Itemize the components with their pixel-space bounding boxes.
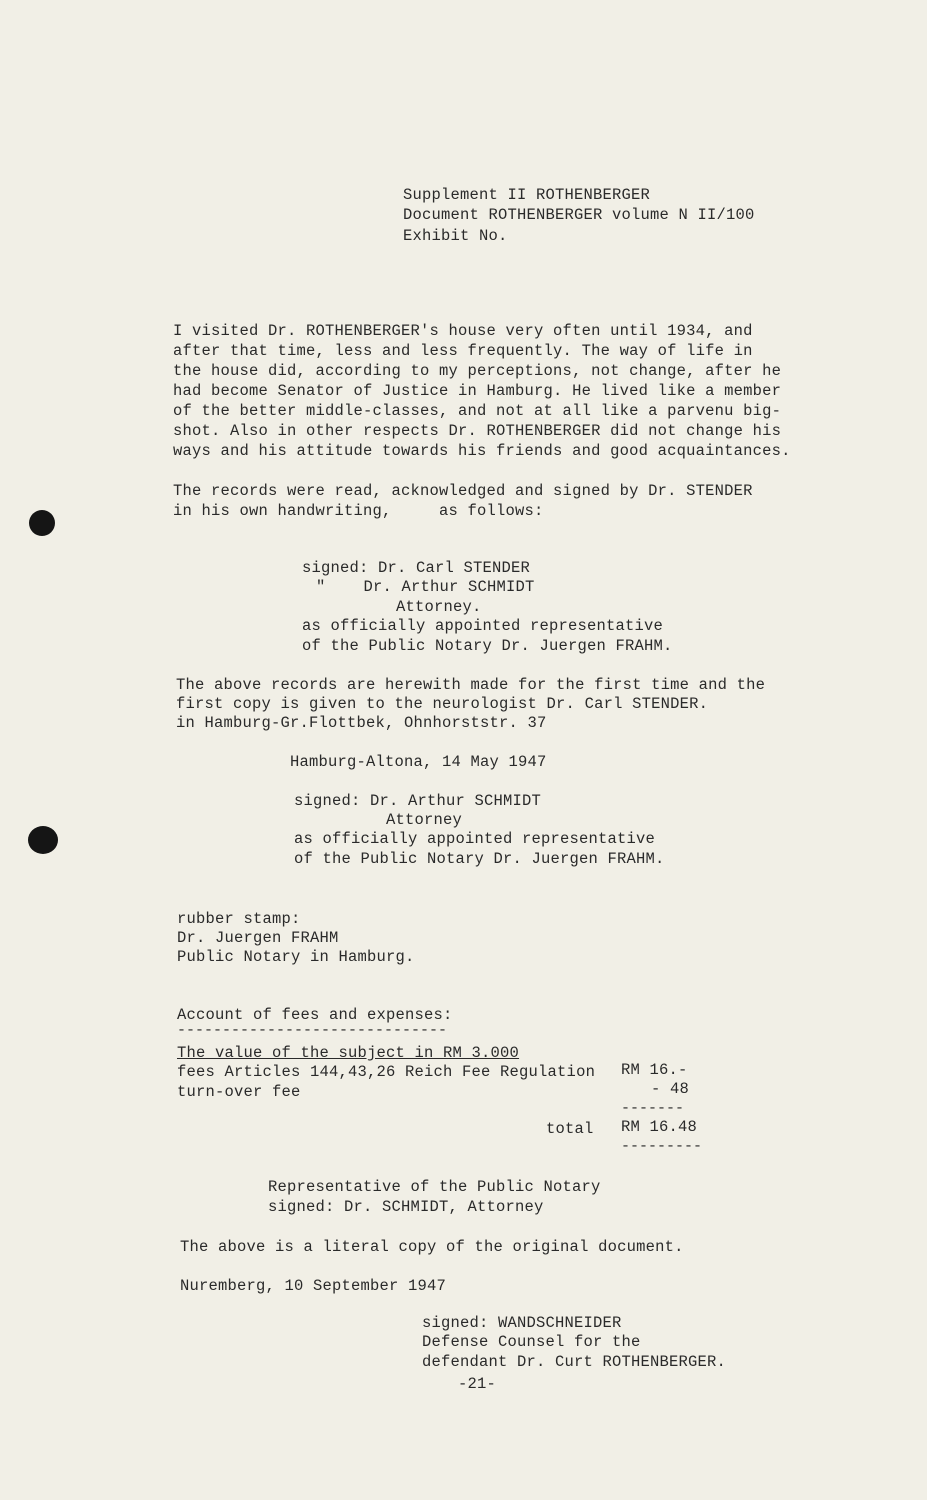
stamp-line: rubber stamp: (177, 910, 301, 928)
signed1-line: as officially appointed representative (302, 617, 664, 635)
final-signature-line: signed: WANDSCHNEIDER (422, 1314, 622, 1332)
stamp-line: Dr. Juergen FRAHM (177, 929, 339, 947)
records-line: in his own handwriting, as follows: (173, 502, 544, 520)
signed2-line: Attorney (386, 811, 463, 829)
signed1-line: Attorney. (396, 598, 482, 616)
body-line: I visited Dr. ROTHENBERGER's house very often until 1934, and (173, 322, 753, 340)
signed2-line: signed: Dr. Arthur SCHMIDT (294, 792, 542, 810)
header-exhibit: Exhibit No. (403, 227, 508, 245)
fees-total-amount: RM 16.48 (621, 1118, 698, 1136)
fees-row2-amount: - 48 (651, 1080, 690, 1098)
fees-row1-amount: RM 16.- (621, 1061, 688, 1079)
punch-hole-bottom (28, 826, 58, 854)
header-document: Document ROTHENBERGER volume N II/100 (403, 206, 755, 224)
body-line: the house did, according to my perceptions, not change, after he (173, 362, 782, 380)
fees-row2-label: turn-over fee (177, 1083, 301, 1101)
final-signature-line: defendant Dr. Curt ROTHENBERGER. (422, 1353, 727, 1371)
fees-subject-value: The value of the subject in RM 3.000 (177, 1044, 520, 1062)
body-line: had become Senator of Justice in Hamburg. He lived like a member (173, 382, 782, 400)
signed2-line: as officially appointed representative (294, 830, 656, 848)
page-number: -21- (458, 1375, 497, 1393)
body-line: ways and his attitude towards his friends and good acquaintances. (173, 442, 791, 460)
fees-heading: Account of fees and expenses: (177, 1006, 453, 1024)
place-date: Hamburg-Altona, 14 May 1947 (290, 753, 547, 771)
fees-total-dashes: ------- (621, 1100, 685, 1117)
records-line: The records were read, acknowledged and signed by Dr. STENDER (173, 482, 753, 500)
literal-copy: The above is a literal copy of the original document. (180, 1238, 684, 1256)
representative-line: signed: Dr. SCHMIDT, Attorney (268, 1198, 544, 1216)
signed1-line: signed: Dr. Carl STENDER (302, 559, 531, 577)
signed1-line: of the Public Notary Dr. Juergen FRAHM. (302, 637, 673, 655)
fees-dashes: ------------------------------ (177, 1022, 448, 1039)
fees-total-label: total (546, 1120, 594, 1138)
fees-bottom-dashes: --------- (621, 1138, 703, 1155)
header-supplement: Supplement II ROTHENBERGER (403, 186, 651, 204)
body-line: after that time, less and less frequently. The way of life in (173, 342, 753, 360)
stamp-line: Public Notary in Hamburg. (177, 948, 415, 966)
signed1-line: " Dr. Arthur SCHMIDT (316, 578, 535, 596)
final-signature-line: Defense Counsel for the (422, 1333, 641, 1351)
representative-line: Representative of the Public Notary (268, 1178, 601, 1196)
body-line: shot. Also in other respects Dr. ROTHENBERGER did not change his (173, 422, 782, 440)
nuremberg-date: Nuremberg, 10 September 1947 (180, 1277, 447, 1295)
punch-hole-top (29, 510, 55, 536)
copy-line: first copy is given to the neurologist Dr. Carl STENDER. (176, 695, 709, 713)
copy-line: The above records are herewith made for the first time and the (176, 676, 766, 694)
fees-row1-label: fees Articles 144,43,26 Reich Fee Regulation (177, 1063, 596, 1081)
signed2-line: of the Public Notary Dr. Juergen FRAHM. (294, 850, 665, 868)
copy-line: in Hamburg-Gr.Flottbek, Ohnhorststr. 37 (176, 714, 547, 732)
body-line: of the better middle-classes, and not at all like a parvenu big- (173, 402, 782, 420)
